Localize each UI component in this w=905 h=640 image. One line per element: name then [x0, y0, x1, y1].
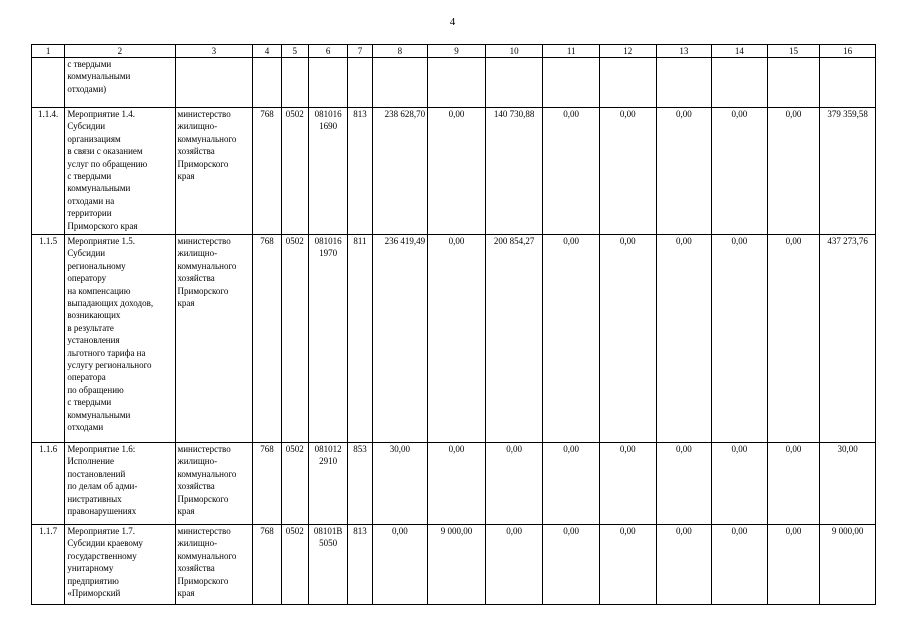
column-header: 15	[767, 45, 820, 58]
amount-cell: 9 000,00	[428, 525, 486, 605]
amount-cell: 0,00	[599, 525, 656, 605]
amount-cell: 0,00	[767, 108, 820, 235]
measure-name: Мероприятие 1.4. Субсидии организациям в связи с оказанием услуг по обращению с твердыми коммунальными отходами на территории Приморского края	[65, 108, 175, 235]
amount-cell: 0,00	[599, 235, 656, 443]
amount-cell: 0,00	[543, 443, 600, 525]
amount-cell: 0,00	[712, 525, 768, 605]
total-cell: 437 273,76	[820, 235, 876, 443]
column-header: 13	[656, 45, 712, 58]
amount-cell: 238 628,70	[372, 108, 428, 235]
code-section: 0502	[281, 443, 308, 525]
code-grbs	[253, 58, 281, 108]
table-row	[32, 235, 876, 443]
amount-cell: 0,00	[656, 235, 712, 443]
table-row	[32, 443, 876, 525]
measure-name: Мероприятие 1.7. Субсидии краевому государственному унитарному предприятию «Приморский	[65, 525, 175, 605]
amount-cell	[656, 58, 712, 108]
code-expense-type: 813	[348, 525, 372, 605]
column-header: 8	[372, 45, 428, 58]
code-section: 0502	[281, 525, 308, 605]
responsible-executor: министерство жилищно- коммунального хозяйства Приморского края	[175, 525, 253, 605]
measure-name: Мероприятие 1.6: Исполнение постановлений по делам об адми- нистративных правонарушениях	[65, 443, 175, 525]
amount-cell: 0,00	[712, 108, 768, 235]
column-header: 4	[253, 45, 281, 58]
table-row	[32, 525, 876, 605]
code-section: 0502	[281, 108, 308, 235]
amount-cell: 0,00	[656, 525, 712, 605]
amount-cell: 30,00	[372, 443, 428, 525]
amount-cell	[428, 58, 486, 108]
amount-cell	[372, 58, 428, 108]
column-header: 6	[308, 45, 347, 58]
column-header: 7	[348, 45, 372, 58]
code-expense-type: 853	[348, 443, 372, 525]
column-header: 2	[65, 45, 175, 58]
code-expense-type	[348, 58, 372, 108]
row-number: 1.1.6	[32, 443, 65, 525]
table-header-row	[32, 45, 876, 58]
code-target-article: 081016 1690	[308, 108, 347, 235]
code-grbs: 768	[253, 443, 281, 525]
amount-cell: 200 854,27	[485, 235, 543, 443]
column-header: 12	[599, 45, 656, 58]
amount-cell: 0,00	[656, 108, 712, 235]
column-header: 1	[32, 45, 65, 58]
amount-cell: 0,00	[485, 443, 543, 525]
amount-cell: 0,00	[485, 525, 543, 605]
code-target-article: 08101В 5050	[308, 525, 347, 605]
amount-cell: 0,00	[599, 443, 656, 525]
code-expense-type: 813	[348, 108, 372, 235]
amount-cell: 0,00	[656, 443, 712, 525]
amount-cell: 0,00	[428, 108, 486, 235]
total-cell: 30,00	[820, 443, 876, 525]
column-header: 11	[543, 45, 600, 58]
table-row	[32, 58, 876, 108]
amount-cell	[599, 58, 656, 108]
amount-cell	[543, 58, 600, 108]
column-header: 3	[175, 45, 253, 58]
budget-table	[31, 44, 876, 605]
column-header: 10	[485, 45, 543, 58]
amount-cell: 0,00	[543, 525, 600, 605]
responsible-executor	[175, 58, 253, 108]
total-cell: 9 000,00	[820, 525, 876, 605]
row-number: 1.1.7	[32, 525, 65, 605]
amount-cell: 0,00	[767, 525, 820, 605]
responsible-executor: министерство жилищно- коммунального хозяйства Приморского края	[175, 443, 253, 525]
column-header: 9	[428, 45, 486, 58]
responsible-executor: министерство жилищно- коммунального хозяйства Приморского края	[175, 235, 253, 443]
amount-cell: 0,00	[543, 108, 600, 235]
amount-cell	[712, 58, 768, 108]
amount-cell: 140 730,88	[485, 108, 543, 235]
amount-cell: 0,00	[599, 108, 656, 235]
code-grbs: 768	[253, 525, 281, 605]
code-target-article: 081016 1970	[308, 235, 347, 443]
code-target-article	[308, 58, 347, 108]
amount-cell: 0,00	[767, 235, 820, 443]
measure-name: Мероприятие 1.5. Субсидии региональному оператору на компенсацию выпадающих доходов, возникающих в результате установления льготного тарифа на услугу регионального оператора по обращению с твердыми коммунальными отходами	[65, 235, 175, 443]
total-cell	[820, 58, 876, 108]
amount-cell	[485, 58, 543, 108]
amount-cell: 0,00	[428, 443, 486, 525]
responsible-executor: министерство жилищно- коммунального хозяйства Приморского края	[175, 108, 253, 235]
row-number	[32, 58, 65, 108]
amount-cell: 0,00	[767, 443, 820, 525]
amount-cell	[767, 58, 820, 108]
code-target-article: 081012 2910	[308, 443, 347, 525]
table-row	[32, 108, 876, 235]
row-number: 1.1.5	[32, 235, 65, 443]
amount-cell: 0,00	[428, 235, 486, 443]
measure-name: с твердыми коммунальными отходами)	[65, 58, 175, 108]
code-expense-type: 811	[348, 235, 372, 443]
code-section	[281, 58, 308, 108]
code-grbs: 768	[253, 235, 281, 443]
code-grbs: 768	[253, 108, 281, 235]
column-header: 14	[712, 45, 768, 58]
amount-cell: 0,00	[543, 235, 600, 443]
code-section: 0502	[281, 235, 308, 443]
amount-cell: 0,00	[712, 443, 768, 525]
page-number: 4	[449, 16, 456, 28]
column-header: 16	[820, 45, 876, 58]
column-header: 5	[281, 45, 308, 58]
amount-cell: 236 419,49	[372, 235, 428, 443]
amount-cell: 0,00	[712, 235, 768, 443]
amount-cell: 0,00	[372, 525, 428, 605]
row-number: 1.1.4.	[32, 108, 65, 235]
total-cell: 379 359,58	[820, 108, 876, 235]
